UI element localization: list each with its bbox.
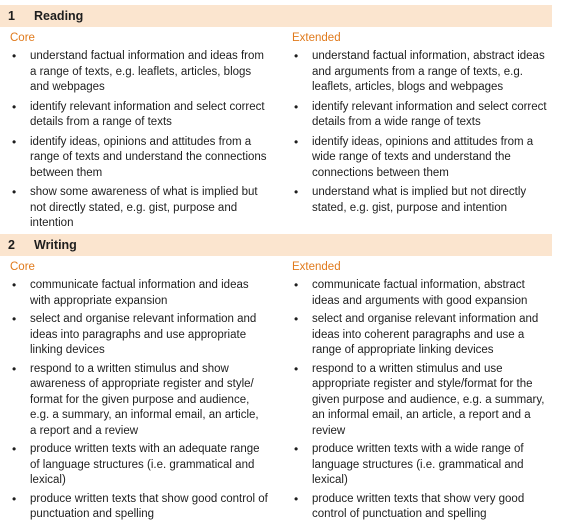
core-column bbox=[6, 27, 268, 237]
extended-label: Extended bbox=[292, 32, 341, 44]
list-item-text: identify ideas, opinions and attitudes from a range of texts and understand the connections between them bbox=[30, 135, 267, 179]
section-title: Reading bbox=[34, 9, 84, 23]
list-item bbox=[6, 278, 268, 309]
list-item bbox=[6, 135, 268, 182]
list-item bbox=[6, 442, 268, 489]
core-label: Core bbox=[10, 32, 35, 44]
list-item bbox=[288, 49, 550, 96]
list-item bbox=[288, 442, 550, 489]
bullet-icon: • bbox=[12, 185, 17, 199]
list-item-text: communicate factual information, abstract ideas and arguments with good expansion bbox=[312, 279, 528, 307]
bullet-icon: • bbox=[12, 491, 17, 506]
list-item bbox=[288, 100, 550, 131]
bullet-icon: • bbox=[294, 185, 299, 199]
section-writing bbox=[0, 234, 552, 520]
list-item-text: understand what is implied but not directly stated, e.g. gist, purpose and intention bbox=[312, 186, 527, 214]
list-item-text: produce written texts that show good control of punctuation and spelling bbox=[30, 492, 268, 520]
bullet-icon: • bbox=[12, 442, 17, 456]
list-item bbox=[288, 135, 550, 182]
bullet-icon: • bbox=[12, 312, 17, 326]
list-item-text: identify ideas, opinions and attitudes from a wide range of texts and understand the connections between them bbox=[312, 135, 534, 179]
list-item bbox=[6, 100, 268, 131]
section-header bbox=[0, 5, 552, 27]
bullet-icon: • bbox=[12, 134, 17, 149]
list-item-text: select and organise relevant information and ideas into coherent paragraphs and use a range of appropriate linking devices bbox=[312, 313, 539, 356]
extended-column bbox=[288, 27, 550, 221]
bullet-icon: • bbox=[294, 491, 299, 506]
extended-list bbox=[288, 278, 550, 523]
core-column bbox=[6, 256, 268, 528]
list-item bbox=[6, 49, 268, 96]
bullet-icon: • bbox=[294, 312, 299, 326]
section-header bbox=[0, 234, 552, 256]
section-reading bbox=[0, 5, 552, 229]
list-item-text: respond to a written stimulus and use appropriate register and style/format for the given purpose and audience, e.g. a summary, an informal email, an article, a report and a review bbox=[312, 362, 545, 437]
bullet-icon: • bbox=[12, 99, 17, 114]
list-item-text: produce written texts with an adequate range of language structures (i.e. grammatical and lexical) bbox=[30, 443, 260, 486]
list-item bbox=[288, 312, 550, 359]
list-item-text: select and organise relevant information and ideas into paragraphs and use appropriate linking devices bbox=[30, 313, 257, 356]
extended-label: Extended bbox=[292, 261, 341, 273]
list-item-text: understand factual information and ideas from a range of texts, e.g. leaflets, articles, blogs and webpages bbox=[30, 50, 264, 93]
list-item-text: show some awareness of what is implied but not directly stated, e.g. gist, purpose and intention bbox=[30, 186, 258, 229]
list-item-text: identify relevant information and select correct details from a range of texts bbox=[30, 100, 265, 128]
bullet-icon: • bbox=[12, 49, 17, 63]
bullet-icon: • bbox=[294, 278, 299, 292]
list-item bbox=[288, 492, 550, 523]
bullet-icon: • bbox=[12, 361, 17, 376]
list-item bbox=[288, 185, 550, 216]
core-list bbox=[6, 278, 268, 523]
bullet-icon: • bbox=[12, 278, 17, 292]
list-item-text: produce written texts with a wide range of language structures (i.e. grammatical and lexical) bbox=[312, 443, 524, 486]
core-label: Core bbox=[10, 261, 35, 273]
list-item-text: identify relevant information and select correct details from a wide range of texts bbox=[312, 100, 547, 128]
section-title: Writing bbox=[34, 238, 77, 252]
list-item-text: respond to a written stimulus and show awareness of appropriate register and style/ format for the given purpose and audience, e.g. a summary, an informal email, an article, a report and a review bbox=[30, 362, 259, 437]
list-item-text: produce written texts that show very good control of punctuation and spelling bbox=[312, 492, 525, 520]
list-item bbox=[288, 278, 550, 309]
list-item bbox=[6, 185, 268, 232]
list-item bbox=[6, 312, 268, 359]
extended-column bbox=[288, 256, 550, 528]
bullet-icon: • bbox=[294, 361, 299, 376]
section-number: 1 bbox=[8, 9, 15, 23]
list-item-text: understand factual information, abstract ideas and arguments from a range of texts, e.g. leaflets, articles, blogs and webpages bbox=[312, 50, 545, 93]
extended-list bbox=[288, 49, 550, 216]
list-item bbox=[6, 492, 268, 523]
bullet-icon: • bbox=[294, 442, 299, 456]
list-item bbox=[288, 362, 550, 440]
list-item bbox=[6, 362, 268, 440]
bullet-icon: • bbox=[294, 99, 299, 114]
section-number: 2 bbox=[8, 238, 15, 252]
list-item-text: communicate factual information and ideas with appropriate expansion bbox=[30, 279, 249, 307]
core-list bbox=[6, 49, 268, 232]
bullet-icon: • bbox=[294, 134, 299, 149]
bullet-icon: • bbox=[294, 49, 299, 63]
